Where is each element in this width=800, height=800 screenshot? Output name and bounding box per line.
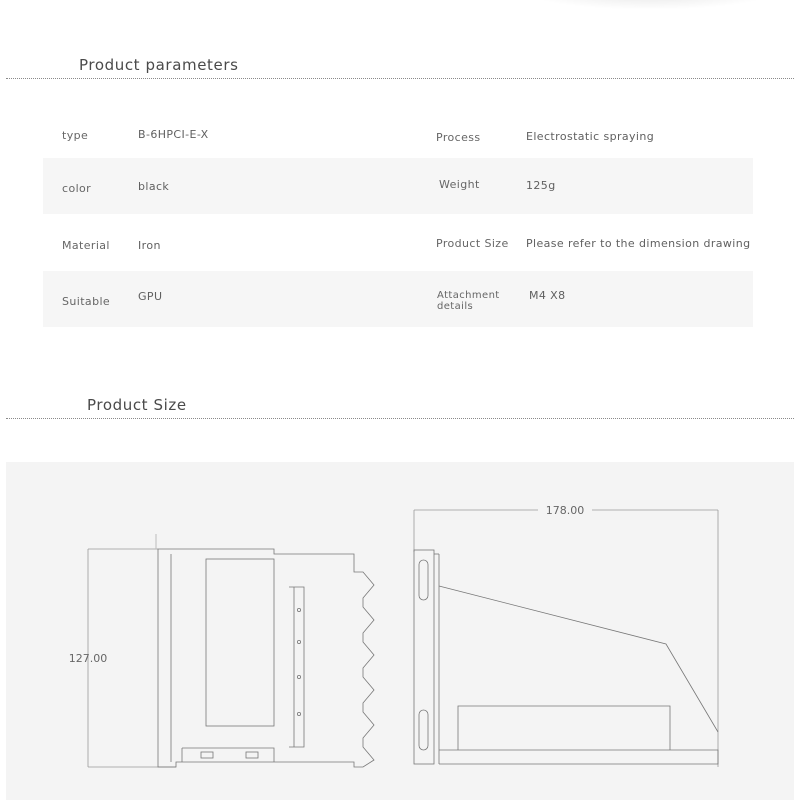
side-view (414, 510, 718, 767)
parameter-row (43, 158, 753, 214)
section-title-product-size: Product Size (87, 396, 187, 414)
front-view (88, 549, 374, 767)
parameter-label: color (62, 182, 92, 195)
parameter-label: type (62, 129, 89, 142)
parameter-label: Process (436, 131, 481, 144)
parameter-value: Electrostatic spraying (526, 130, 655, 143)
parameter-label: Product Size (436, 237, 509, 250)
section-title-parameters: Product parameters (79, 56, 239, 74)
dimension-drawing-svg (6, 462, 794, 800)
section-divider (6, 418, 794, 419)
parameter-value: GPU (138, 290, 163, 303)
parameter-value: Iron (138, 239, 161, 252)
dimension-drawing (6, 462, 794, 800)
parameter-value: M4 X8 (529, 289, 566, 302)
parameter-label: Attachment details (437, 290, 500, 312)
parameter-label: Material (62, 239, 110, 252)
product-image-shadow (520, 0, 780, 10)
parameter-value: Please refer to the dimension drawing (526, 237, 751, 250)
section-divider (6, 78, 794, 79)
parameter-row (43, 106, 753, 162)
parameter-row (43, 271, 753, 327)
parameter-value: 125g (526, 179, 556, 192)
parameter-value: black (138, 180, 170, 193)
parameter-label: Suitable (62, 295, 111, 308)
width-dimension-label: 178.00 (545, 504, 585, 517)
height-dimension-label: 127.00 (68, 652, 108, 665)
parameter-label: Weight (439, 178, 480, 191)
parameter-value: B-6HPCI-E-X (138, 128, 209, 141)
parameter-row (43, 214, 753, 270)
